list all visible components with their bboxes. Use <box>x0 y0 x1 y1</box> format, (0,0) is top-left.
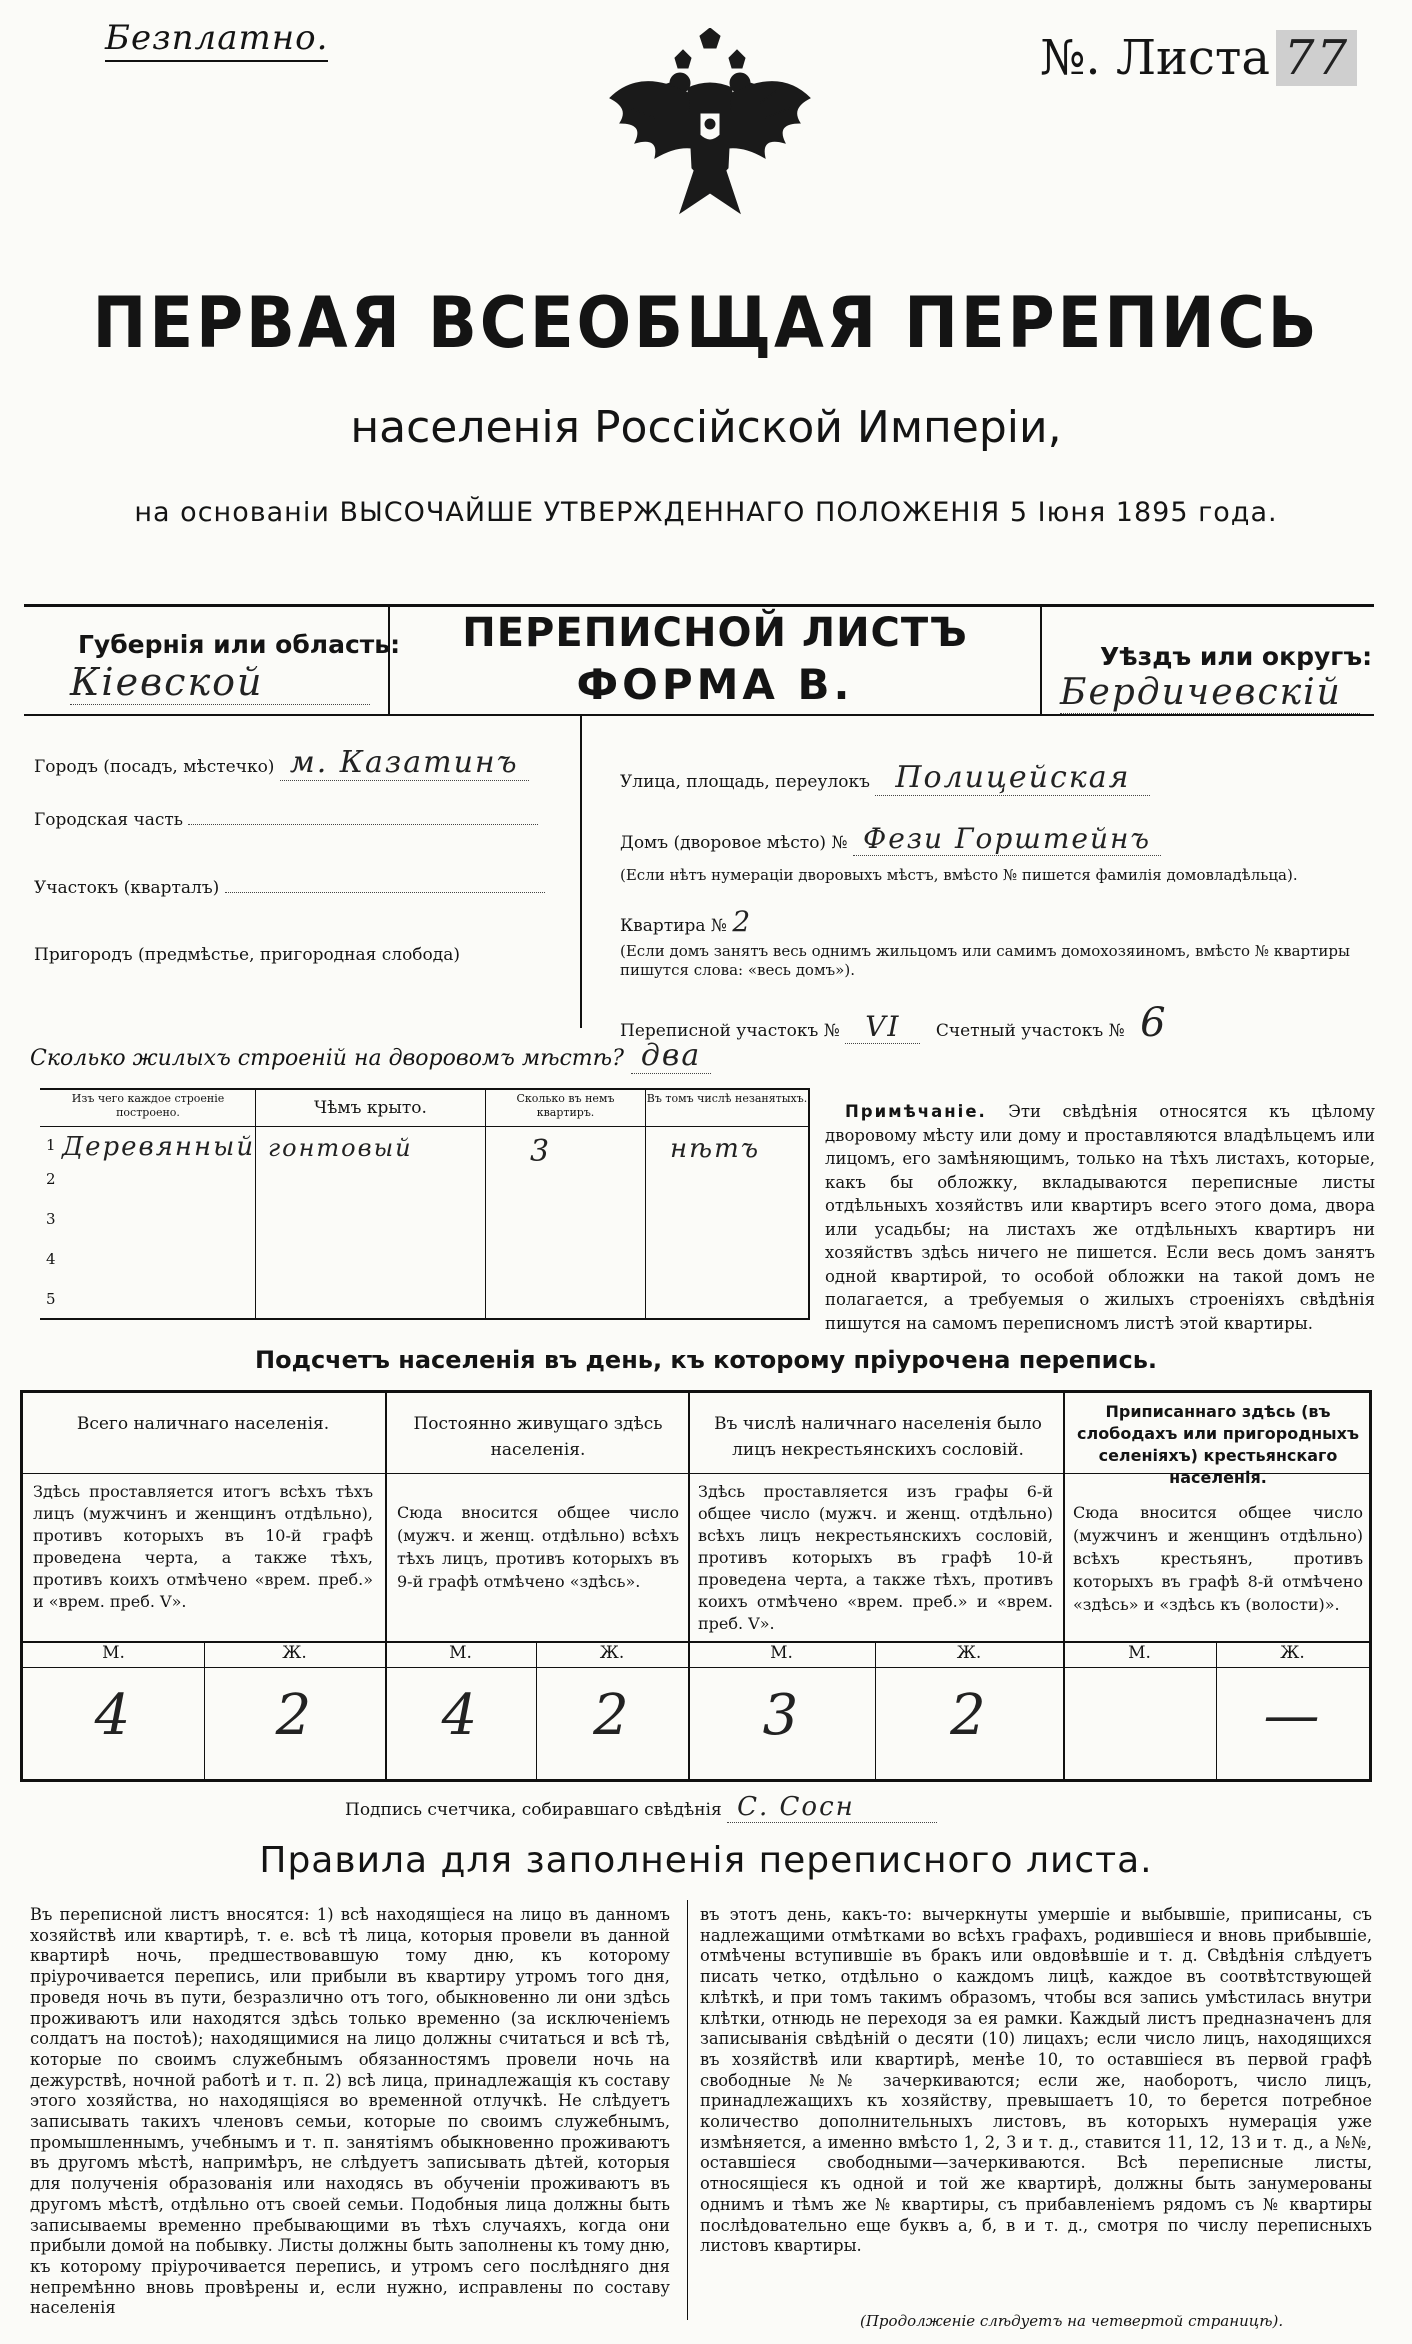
pop-col1-desc: Здѣсь проставляется итогъ всѣхъ тѣхъ лицъ (мужчинъ и женщинъ отдѣльно), противъ которыхъ въ 10-й графѣ проведена черта, а также тѣхъ, противъ коихъ отмѣчено «врем. преб.» и «врем. преб. V». <box>33 1482 373 1611</box>
rules-left-column: Въ переписной листъ вносятся: 1) всѣ находящіеся на лицо въ данномъ хозяйствѣ или квартирѣ, т. е. всѣ тѣ лица, которыя провели въ данной квартирѣ ночь, предшествовавшую тому дню, къ которому пріурочивается перепись, или прибыли въ квартиру утромъ того дня, проведя ночь въ пути, безразлично отъ того, обыкновенно ли они здѣсь проживаютъ или находятся здѣсь только временно (за исключеніемъ солдатъ на постоѣ); находящимися на лицо должны считаться и всѣ тѣ, которые по своимъ служебнымъ обязанностямъ провели ночь на дежурствѣ, ночной работѣ и т. п. 2) всѣ лица, принадлежащія къ составу этого хозяйства, но находящіяся во временной отлучкѣ. Не слѣдуетъ записывать такихъ членовъ семьи, которые по своимъ служебнымъ, промышленнымъ, учебнымъ и т. п. занятіямъ обыкновенно проживаютъ въ другомъ мѣстѣ, напримѣръ, не слѣдуетъ записывать дѣтей, которыя для полученія образованія или находясь въ обученіи проживаютъ въ другомъ мѣстѣ, отдѣльно отъ своей семьи. Подобныя лица должны быть записываемы временно пребывающими въ тѣхъ случаяхъ, когда они прибыли домой на побывку. Листы должны быть заполнены къ тому дню, къ которому пріурочивается перепись, и утромъ сего послѣдняго дня непремѣнно вновь провѣрены и, если нужно, исправлены по составу населенія <box>30 1905 670 2318</box>
pop-col3-desc: Здѣсь проставляется изъ графы 6-й общее число (мужч. и женщ. отдѣльно) всѣхъ лицъ некрестьянскихъ сословій, противъ которыхъ въ графѣ 10-й проведена черта, а также тѣхъ, противъ коихъ отмѣчено «врем. преб.» и «врем. преб. V». <box>698 1482 1053 1633</box>
district-label: Уѣздъ или округъ: <box>1100 642 1373 671</box>
apartment-value: 2 <box>732 905 753 938</box>
pop-col4-f-value: — <box>1263 1683 1322 1748</box>
row-empty: нѣтъ <box>670 1134 761 1164</box>
buildings-col-material: Изъ чего каждое строеніе построено. <box>71 1092 225 1119</box>
buildings-answer: два <box>631 1038 711 1074</box>
coat-of-arms-emblem <box>600 28 820 228</box>
signature-value: С. Сосн <box>727 1792 937 1823</box>
pop-col2-f-value: 2 <box>593 1683 631 1748</box>
area-row <box>34 878 574 898</box>
pop-col1-f-label: Ж. <box>282 1643 307 1663</box>
pop-col4-desc: Сюда вносится общее число (мужчинъ и женщинъ отдѣльно) всѣхъ крестьянъ, противъ которыхъ въ графѣ 8-й отмѣчено «здѣсь» и «здѣсь къ (волости)». <box>1073 1503 1363 1614</box>
note-title: Примѣчаніе. <box>845 1102 987 1121</box>
pop-col3-f-value: 2 <box>950 1683 988 1748</box>
pop-col2-desc: Сюда вносится общее число (мужч. и женщ. отдѣльно) всѣхъ тѣхъ лицъ, противъ которыхъ въ 9-й графѣ отмѣчено «здѣсь». <box>397 1503 679 1591</box>
pop-col1-m-value: 4 <box>94 1683 133 1748</box>
apartment-label: Квартира № <box>620 916 727 936</box>
pop-col2-f-label: Ж. <box>599 1643 625 1663</box>
pop-col1-f-value: 2 <box>275 1683 314 1748</box>
rules-continued-note: (Продолженіе слѣдуетъ на четвертой страницѣ). <box>860 2312 1284 2330</box>
signature-label: Подпись счетчика, собиравшаго свѣдѣнія <box>345 1800 722 1820</box>
buildings-row-2: 2 <box>46 1170 56 1188</box>
pop-col2-m-label: М. <box>449 1643 472 1663</box>
street-row <box>620 760 1380 795</box>
pop-col1-m-label: М. <box>102 1643 125 1663</box>
census-basis-line: на основаніи ВЫСОЧАЙШЕ УТВЕРЖДЕННАГО ПОЛОЖЕНІЯ 5 Іюня 1895 года. <box>134 497 1278 528</box>
sheet-number-label: №. Листа <box>1040 30 1271 86</box>
area-label: Участокъ (кварталъ) <box>34 878 220 898</box>
pop-col4-f-label: Ж. <box>1280 1643 1305 1663</box>
apartment-row <box>620 905 1380 938</box>
census-area-row <box>620 1000 1380 1046</box>
buildings-row-1 <box>40 1132 808 1168</box>
house-label: Домъ (дворовое мѣсто) № <box>620 833 848 853</box>
house-row <box>620 822 1380 855</box>
count-area-value: 6 <box>1140 1000 1168 1046</box>
enumerator-signature-row <box>345 1792 1345 1823</box>
pop-col3-m-label: М. <box>770 1643 793 1663</box>
province-value: Кіевской <box>70 660 370 705</box>
city-part-label: Городская часть <box>34 810 184 830</box>
province-label: Губернія или область: <box>78 630 401 659</box>
buildings-table <box>40 1088 810 1320</box>
census-main-title: ПЕРВАЯ ВСЕОБЩАЯ ПЕРЕПИСЬ <box>92 282 1320 364</box>
rules-right-column: въ этотъ день, какъ-то: вычеркнуты умершіе и выбывшіе, приписаны, съ надлежащими отмѣтками во всѣхъ графахъ, родившіеся и вновь прибывшіе, отмѣчены вступившіе въ бракъ или овдовѣвшіе и т. д. Свѣдѣнія слѣдуетъ писать четко, отдѣльно о каждомъ лицѣ, каждое въ соотвѣтствующей клѣткѣ, и при томъ такимъ образомъ, чтобы вся запись умѣстилась внутри клѣтки, отнюдь не переходя за ея рамки. Каждый листъ предназначенъ для записыванія свѣдѣній о десяти (10) лицахъ; если число лицъ, находящихся въ хозяйствѣ или квартирѣ, менѣе 10, то оставшіеся въ первой графѣ свободные №№ зачеркиваются; если же, наоборотъ, число лицъ, принадлежащихъ къ хозяйству, превышаетъ 10, то берется потребное количество дополнительныхъ листовъ, въ которыхъ нумерація уже измѣняется, а именно вмѣсто 1, 2, 3 и т. д., ставится 11, 12, 13 и т. д., а №№, оставшіеся свободными—зачеркиваются. Всѣ переписные листы, относящіеся къ одной и той же квартирѣ, должны быть занумерованы однимъ и тѣмъ же № квартиры, съ прибавленіемъ рядомъ съ № квартиры послѣдовательно еще буквъ а, б, в и т. д., смотря по числу переписныхъ листовъ квартиры. <box>700 1905 1372 2256</box>
city-part-row <box>34 810 574 830</box>
suburb-row <box>34 945 574 965</box>
census-area-label: Переписной участокъ № <box>620 1021 840 1041</box>
pop-col3-f-label: Ж. <box>956 1643 982 1663</box>
buildings-row-3: 3 <box>46 1210 56 1228</box>
buildings-note <box>825 1100 1375 1335</box>
form-name: ФОРМА В. <box>576 660 854 709</box>
row-number: 1 <box>46 1136 56 1154</box>
pop-col2-head: Постоянно живущаго здѣсь населенія. <box>413 1414 663 1460</box>
sheet-number-value: 77 <box>1276 30 1357 86</box>
row-material: Деревянный <box>62 1132 256 1162</box>
population-table <box>20 1390 1372 1782</box>
population-title: Подсчетъ населенія въ день, къ которому пріурочена перепись. <box>255 1346 1157 1374</box>
sheet-title: ПЕРЕПИСНОЙ ЛИСТЪ <box>462 610 968 656</box>
buildings-question-row <box>30 1038 711 1073</box>
buildings-question: Сколько жилыхъ строеній на дворовомъ мѣстѣ? <box>30 1046 624 1071</box>
census-area-value: VI <box>845 1010 920 1044</box>
sheet-number <box>1040 30 1357 86</box>
apartment-note: (Если домъ занятъ весь однимъ жильцомъ или самимъ домохозяиномъ, вмѣсто № квартиры пишутся слова: «весь домъ»). <box>620 942 1350 979</box>
buildings-row-4: 4 <box>46 1250 56 1268</box>
pop-col1-head: Всего наличнаго населенія. <box>76 1414 330 1434</box>
buildings-row-5: 5 <box>46 1290 56 1308</box>
rules-title: Правила для заполненія переписного листа. <box>259 1840 1153 1881</box>
city-label: Городъ (посадъ, мѣстечко) <box>34 757 275 777</box>
city-value: м. Казатинъ <box>280 745 529 781</box>
count-area-label: Счетный участокъ № <box>935 1021 1125 1041</box>
pop-col4-head: Приписаннаго здѣсь (въ слободахъ или пригородныхъ селеніяхъ) крестьянскаго населенія. <box>1076 1402 1359 1487</box>
buildings-col-empty: Въ томъ числѣ незанятыхъ. <box>646 1092 808 1105</box>
free-label: Безплатно. <box>105 18 328 62</box>
pop-col2-m-value: 4 <box>441 1683 480 1748</box>
note-text: Эти свѣдѣнія относятся къ цѣлому дворовому мѣсту или дому и проставляются владѣльцемъ или лицомъ, его замѣняющимъ, только на тѣхъ листахъ, которые, какъ бы обложку, вкладываются переписные листы отдѣльныхъ хозяйствъ или квартиръ всего этого дома, двора или усадьбы; на листахъ же отдѣльныхъ квартиръ ни хозяйствъ здѣсь ничего не пишется. Если весь домъ занятъ одной квартирой, то особой обложки на такой домъ не полагается, а требуемыя о жилыхъ строеніяхъ свѣдѣнія пишутся на самомъ переписномъ листѣ этой квартиры. <box>825 1102 1375 1333</box>
buildings-col-apts: Сколько въ немъ квартиръ. <box>516 1092 615 1119</box>
city-row <box>34 745 574 780</box>
row-apts: 3 <box>530 1134 552 1169</box>
street-value: Полицейская <box>875 760 1150 796</box>
buildings-col-roof: Чѣмъ крыто. <box>314 1098 427 1118</box>
street-label: Улица, площадь, переулокъ <box>620 772 870 792</box>
census-subtitle: населенія Россійской Имперіи, <box>350 402 1062 453</box>
suburb-label: Пригородъ (предмѣстье, пригородная слобода) <box>34 945 461 965</box>
row-roof: гонтовый <box>268 1134 413 1162</box>
house-value: Фези Горштейнъ <box>853 822 1161 856</box>
house-note: (Если нѣтъ нумераціи дворовыхъ мѣстъ, вмѣсто № пишется фамилія домовладѣльца). <box>620 866 1298 884</box>
pop-col3-m-value: 3 <box>762 1683 801 1748</box>
district-value: Бердичевскій <box>1060 672 1360 714</box>
pop-col4-m-label: М. <box>1128 1643 1151 1663</box>
pop-col3-head: Въ числѣ наличнаго населенія было лицъ некрестьянскихъ сословій. <box>714 1414 1042 1460</box>
